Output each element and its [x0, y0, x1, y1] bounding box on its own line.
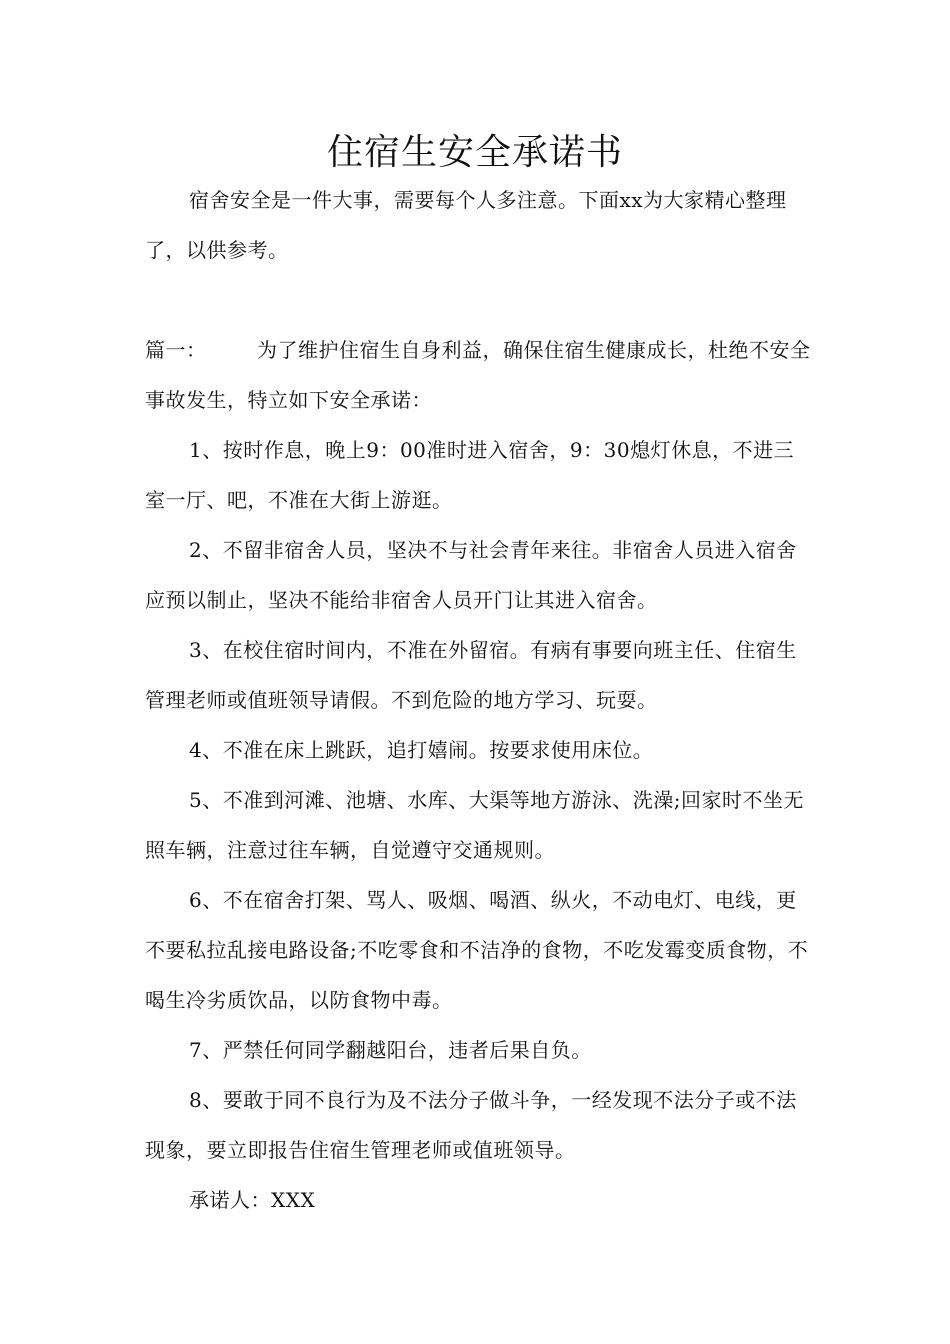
- list-item-8: 8、要敢于同不良行为及不法分子做斗争，一经发现不法分子或不法现象，要立即报告住宿生管理老师或值班领导。: [145, 1088, 797, 1162]
- list-item-7: 7、严禁任何同学翻越阳台，违者后果自负。: [189, 1038, 592, 1062]
- document-title: 住宿生安全承诺书: [326, 132, 623, 173]
- intro-paragraph: 宿舍安全是一件大事，需要每个人多注意。下面xx为大家精心整理了，以供参考。: [145, 188, 787, 262]
- list-item-6: 6、不在宿舍打架、骂人、吸烟、喝酒、纵火，不动电灯、电线，更不要私拉乱接电路设备;不吃零食和不洁净的食物，不吃发霉变质食物，不喝生冷劣质饮品，以防食物中毒。: [145, 888, 809, 1012]
- section-label: 篇一：: [145, 338, 207, 362]
- section-one-paragraph: [145, 325, 813, 425]
- section-opening: 为了维护住宿生自身利益，确保住宿生健康成长，杜绝不安全事故发生，特立如下安全承诺：: [145, 338, 811, 412]
- list-item-5: 5、不准到河滩、池塘、水库、大渠等地方游泳、洗澡;回家时不坐无照车辆，注意过往车辆，自觉遵守交通规则。: [145, 788, 804, 862]
- list-item-3: 3、在校住宿时间内，不准在外留宿。有病有事要向班主任、住宿生管理老师或值班领导请假。不到危险的地方学习、玩耍。: [145, 638, 797, 712]
- list-item-2: 2、不留非宿舍人员，坚决不与社会青年来往。非宿舍人员进入宿舍应预以制止，坚决不能给非宿舍人员开门让其进入宿舍。: [145, 538, 797, 612]
- signature-line: 承诺人：XXX: [189, 1188, 316, 1212]
- list-item-1: 1、按时作息，晚上9：00准时进入宿舍，9：30熄灯休息，不进三室一厅、吧，不准在大街上游逛。: [145, 438, 795, 512]
- list-item-4: 4、不准在床上跳跃，追打嬉闹。按要求使用床位。: [189, 738, 654, 762]
